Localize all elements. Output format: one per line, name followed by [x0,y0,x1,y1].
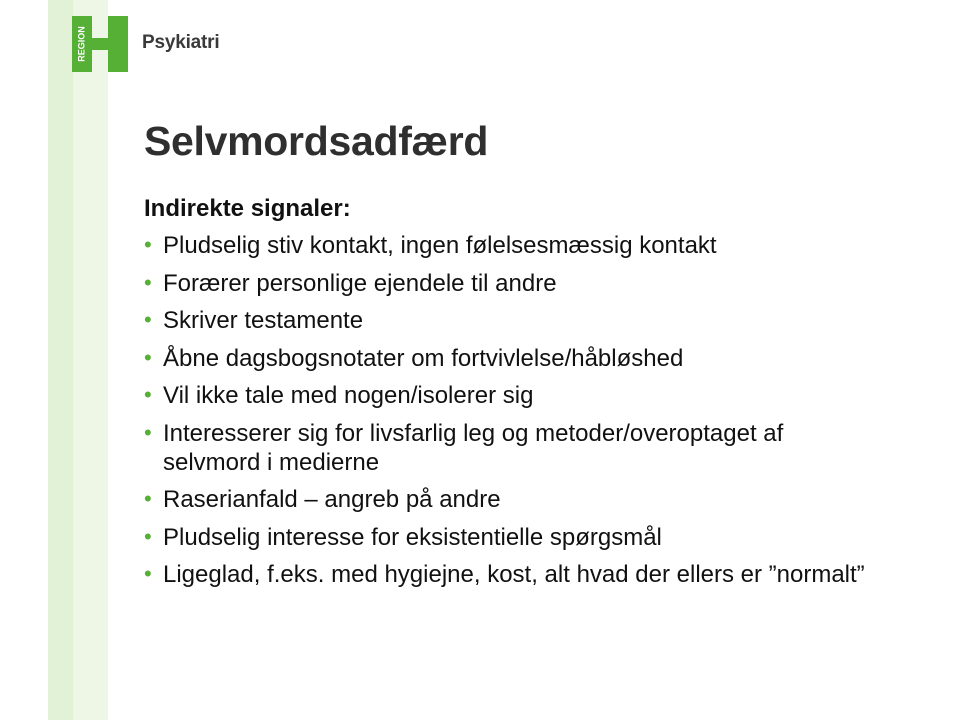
bullet-text: Raserianfald – angreb på andre [163,486,501,513]
bullet-dot-icon: • [144,382,152,407]
bullet-dot-icon: • [144,232,152,257]
background-stripe-left [48,0,73,720]
bullet-dot-icon: • [144,419,152,445]
logo-region-text: REGION [76,26,87,62]
bullet-text: Forærer personlige ejendele til andre [163,269,557,297]
bullet-item [144,306,884,335]
bullet-item [144,419,884,477]
bullet-list [144,231,884,598]
bullet-dot-icon: • [144,269,152,295]
bullet-item [144,560,884,589]
bullet-dot-icon: • [144,307,152,332]
bullet-text: Pludselig interesse for eksistentielle spørgsmål [163,523,662,551]
bullet-text: Vil ikke tale med nogen/isolerer sig [163,382,534,409]
bullet-item [144,344,884,373]
org-name: Psykiatri [142,32,220,53]
bullet-item [144,523,884,552]
region-h-logo [72,16,128,72]
bullet-dot-icon: • [144,523,152,549]
bullet-item [144,231,884,260]
bullet-item [144,485,884,514]
bullet-item [144,381,884,410]
bullet-text: Åbne dagsbogsnotater om fortvivlelse/håbløshed [163,344,684,372]
bullet-text: Skriver testamente [163,307,364,334]
bullet-text: Ligeglad, f.eks. med hygiejne, kost, alt hvad der ellers er ”normalt” [163,561,865,588]
background-stripe-right [73,0,108,720]
bullet-dot-icon: • [144,486,152,511]
bullet-item [144,269,884,298]
bullet-dot-icon: • [144,344,152,370]
subheading: Indirekte signaler: [144,195,351,222]
slide-title: Selvmordsadfærd [144,118,489,164]
bullet-text: Pludselig stiv kontakt, ingen følelsesmæssig kontakt [163,232,717,259]
bullet-dot-icon: • [144,561,152,586]
bullet-text: Interesserer sig for livsfarlig leg og metoder/overoptaget af selvmord i medierne [163,419,784,476]
